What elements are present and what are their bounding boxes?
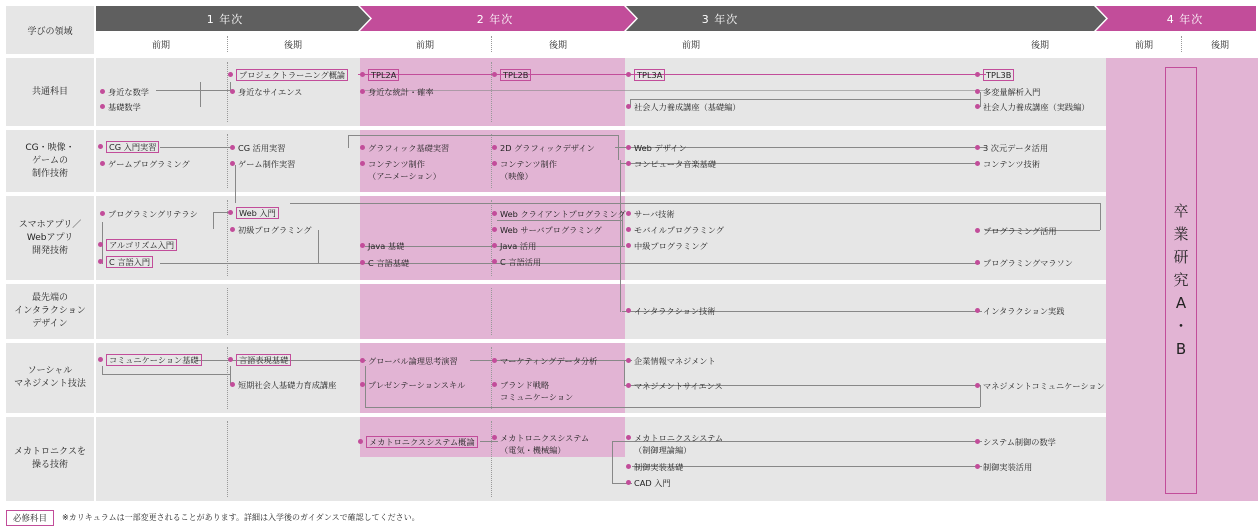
category-social: ソーシャル マネジメント技法 (6, 343, 94, 413)
course-programming-literacy: プログラミングリテラシ (100, 208, 198, 220)
sem-1-early: 前期 (151, 40, 170, 51)
course-content-tech: コンテンツ技術 (975, 158, 1040, 170)
course-tpl3a: TPL3A (626, 69, 665, 81)
required-legend: 必修科目 (6, 510, 54, 526)
course-system-control-math: システム制御の数学 (975, 436, 1056, 448)
course-mecha-intro: メカトロニクスシステム概論 (358, 436, 478, 448)
course-web-client: Web クライアントプログラミング (492, 208, 626, 220)
graduation-research: 卒 業 研 究 A ・ B (1165, 67, 1197, 494)
course-cad-intro: CAD 入門 (626, 477, 671, 489)
course-project-learning: プロジェクトラーニング概論 (228, 69, 348, 81)
category-mecha: メカトロニクスを 操る技術 (6, 417, 94, 501)
course-global-logic: グローバル論理思考演習 (360, 355, 458, 367)
course-familiar-science: 身近なサイエンス (230, 86, 302, 98)
course-tpl2a: TPL2A (360, 69, 399, 81)
course-c-application: C 言語活用 (492, 256, 541, 268)
course-communication-basic: コミュニケーション基礎 (98, 354, 202, 366)
course-society-practice: 社会人力養成講座（実践編） (975, 101, 1089, 113)
course-interaction-practice: インタラクション実践 (975, 305, 1064, 317)
course-c-basic: C 言語基礎 (360, 257, 409, 269)
course-society-basic: 社会人力養成講座（基礎編） (626, 101, 740, 113)
course-cg-application: CG 活用実習 (230, 142, 285, 154)
course-management-communication: マネジメントコミュニケーション (975, 380, 1105, 392)
year3-label: 3 年次 (701, 12, 739, 26)
course-web-design: Web デザイン (626, 142, 687, 154)
sem-2-early: 前期 (415, 40, 434, 51)
year2-label: 2 年次 (476, 12, 514, 26)
sem-2-late: 後期 (548, 40, 567, 51)
year1-label: 1 年次 (206, 12, 244, 26)
year4-label: 4 年次 (1166, 12, 1204, 26)
course-programming-application: プログラミング活用 (975, 225, 1057, 237)
course-java-basic: Java 基礎 (360, 240, 404, 252)
course-management-science: マネジメントサイエンス (626, 380, 723, 392)
course-mobile-programming: モバイルプログラミング (626, 224, 724, 236)
course-mecha-control: メカトロニクスシステム （制御理論編） (626, 432, 723, 456)
course-content-anim: コンテンツ制作 （アニメーション） (360, 158, 441, 182)
course-web-server: Web サーバプログラミング (492, 224, 602, 236)
course-computer-music: コンピュータ音楽基礎 (626, 158, 716, 170)
course-interaction-tech: インタラクション技術 (626, 305, 715, 317)
course-presentation: プレゼンテーションスキル (360, 379, 465, 391)
course-marketing-data: マーケティングデータ分析 (492, 355, 597, 367)
course-java-application: Java 活用 (492, 240, 536, 252)
course-brand-strategy: ブランド戦略 コミュニケーション (492, 379, 573, 403)
course-stats: 身近な統計・確率 (360, 86, 434, 98)
sem-3-late: 後期 (1030, 40, 1049, 51)
course-3d-data: 3 次元データ活用 (975, 142, 1048, 154)
course-web-intro: Web 入門 (228, 207, 279, 219)
category-common: 共通科目 (6, 58, 94, 126)
category-app: スマホアプリ／ Webアプリ 開発技術 (6, 196, 94, 280)
course-content-video: コンテンツ制作 （映像） (492, 158, 557, 182)
sem-3-early: 前期 (681, 40, 700, 51)
domain-header: 学びの領域 (6, 6, 94, 54)
course-server-tech: サーバ技術 (626, 208, 675, 220)
course-multivariate: 多変量解析入門 (975, 86, 1040, 98)
course-enterprise-info: 企業情報マネジメント (626, 355, 716, 367)
course-game-programming: ゲームプログラミング (100, 158, 190, 170)
course-intermediate-programming: 中級プログラミング (626, 240, 708, 252)
course-cg-intro: CG 入門実習 (98, 141, 159, 153)
course-tpl3b: TPL3B (975, 69, 1014, 81)
course-control-impl-basic: 制御実装基礎 (626, 461, 683, 473)
course-programming-marathon: プログラミングマラソン (975, 257, 1073, 269)
course-c-intro: C 言語入門 (98, 256, 153, 268)
course-short-society: 短期社会人基礎力育成講座 (230, 379, 336, 391)
course-control-impl-application: 制御実装活用 (975, 461, 1032, 473)
course-basic-math: 基礎数学 (100, 101, 141, 113)
course-graphic-basic: グラフィック基礎実習 (360, 142, 449, 154)
course-language-expression: 言語表現基礎 (228, 354, 291, 366)
course-game-production: ゲーム制作実習 (230, 158, 295, 170)
course-mecha-electric: メカトロニクスシステム （電気・機械編） (492, 432, 589, 456)
course-algorithm-intro: アルゴリズム入門 (98, 239, 177, 251)
category-interaction: 最先端の インタラクション デザイン (6, 284, 94, 339)
course-familiar-math: 身近な数学 (100, 86, 149, 98)
sem-4-early: 前期 (1134, 40, 1153, 51)
footer-note: ※カリキュラムは一部変更されることがあります。詳細は入学後のガイダンスで確認してください。 (62, 513, 420, 522)
sem-1-late: 後期 (283, 40, 302, 51)
category-cg: CG・映像・ ゲームの 制作技術 (6, 130, 94, 192)
course-2d-graphic: 2D グラフィックデザイン (492, 142, 595, 154)
course-tpl2b: TPL2B (492, 69, 531, 81)
course-beginner-programming: 初級プログラミング (230, 224, 312, 236)
sem-4-late: 後期 (1210, 40, 1229, 51)
